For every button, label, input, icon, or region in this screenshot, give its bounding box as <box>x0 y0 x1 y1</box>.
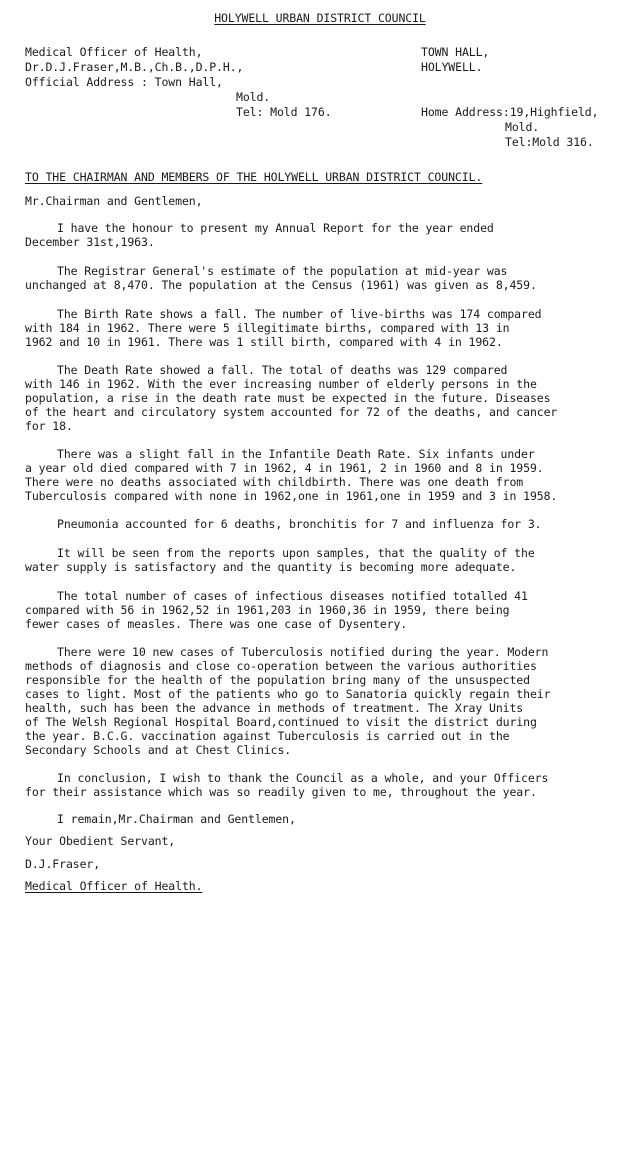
paragraph-line: water supply is satisfactory and the quantity is becoming more adequate. <box>25 560 517 574</box>
paragraph-line: with 184 in 1962. There were 5 illegitimate births, compared with 13 in <box>25 321 510 335</box>
paragraph-line: The Birth Rate shows a fall. The number of live-births was 174 compared <box>57 307 542 321</box>
paragraph-line: There were 10 new cases of Tuberculosis notified during the year. Modern <box>57 645 549 659</box>
closing-line: I remain,Mr.Chairman and Gentlemen, <box>57 812 296 826</box>
paragraph-line: of The Welsh Regional Hospital Board,continued to visit the district during <box>25 715 537 729</box>
paragraph-line: Secondary Schools and at Chest Clinics. <box>25 743 292 757</box>
official-address: Official Address : Town Hall, <box>25 75 223 89</box>
paragraph-line: There were no deaths associated with childbirth. There was one death from <box>25 475 524 489</box>
paragraph-line: of the heart and circulatory system accounted for 72 of the deaths, and cancer <box>25 405 558 419</box>
moh-title: Medical Officer of Health, <box>25 45 203 59</box>
paragraph-line: There was a slight fall in the Infantile Death Rate. Six infants under <box>57 447 535 461</box>
paragraph-line: unchanged at 8,470. The population at the Census (1961) was given as 8,459. <box>25 278 537 292</box>
paragraph-line: I have the honour to present my Annual Report for the year ended <box>57 221 494 235</box>
addressee-heading: TO THE CHAIRMAN AND MEMBERS OF THE HOLYWELL URBAN DISTRICT COUNCIL. <box>25 170 483 184</box>
paragraph-line: a year old died compared with 7 in 1962, 4 in 1961, 2 in 1960 and 8 in 1959. <box>25 461 544 475</box>
paragraph-line: with 146 in 1962. With the ever increasing number of elderly persons in the <box>25 377 537 391</box>
paragraph-line: health, such has been the advance in methods of treatment. The Xray Units <box>25 701 524 715</box>
paragraph-line: responsible for the health of the population bring many of the unsuspected <box>25 673 530 687</box>
home-telephone: Tel:Mold 316. <box>505 135 594 149</box>
closing-line: Your Obedient Servant, <box>25 834 176 848</box>
paragraph-line: for 18. <box>25 419 73 433</box>
paragraph-line: the year. B.C.G. vaccination against Tuberculosis is carried out in the <box>25 729 510 743</box>
official-address-town: Mold. <box>236 90 271 104</box>
home-address: Home Address:19,Highfield, <box>421 105 599 119</box>
home-address-town: Mold. <box>505 120 540 134</box>
paragraph-line: cases to light. Most of the patients who go to Sanatoria quickly regain their <box>25 687 551 701</box>
paragraph-line: fewer cases of measles. There was one case of Dysentery. <box>25 617 408 631</box>
signatory-title: Medical Officer of Health. <box>25 879 203 893</box>
council-title: HOLYWELL URBAN DISTRICT COUNCIL <box>214 11 426 25</box>
paragraph-line: for their assistance which was so readily given to me, throughout the year. <box>25 785 537 799</box>
paragraph-line: The Registrar General's estimate of the population at mid-year was <box>57 264 508 278</box>
paragraph-line: Pneumonia accounted for 6 deaths, bronchitis for 7 and influenza for 3. <box>57 517 542 531</box>
paragraph-line: December 31st,1963. <box>25 235 155 249</box>
paragraph-line: The total number of cases of infectious diseases notified totalled 41 <box>57 589 528 603</box>
paragraph-line: Tuberculosis compared with none in 1962,one in 1961,one in 1959 and 3 in 1958. <box>25 489 558 503</box>
paragraph-line: In conclusion, I wish to thank the Council as a whole, and your Officers <box>57 771 549 785</box>
town-line: HOLYWELL. <box>421 60 483 74</box>
official-telephone: Tel: Mold 176. <box>236 105 332 119</box>
paragraph-line: compared with 56 in 1962,52 in 1961,203 in 1960,36 in 1959, there being <box>25 603 510 617</box>
salutation: Mr.Chairman and Gentlemen, <box>25 194 203 208</box>
town-hall-line: TOWN HALL, <box>421 45 490 59</box>
moh-name: Dr.D.J.Fraser,M.B.,Ch.B.,D.P.H., <box>25 60 244 74</box>
paragraph-line: It will be seen from the reports upon samples, that the quality of the <box>57 546 535 560</box>
signatory-name: D.J.Fraser, <box>25 857 101 871</box>
paragraph-line: 1962 and 10 in 1961. There was 1 still birth, compared with 4 in 1962. <box>25 335 503 349</box>
paragraph-line: population, a rise in the death rate must be expected in the future. Diseases <box>25 391 551 405</box>
paragraph-line: methods of diagnosis and close co-operation between the various authorities <box>25 659 537 673</box>
paragraph-line: The Death Rate showed a fall. The total of deaths was 129 compared <box>57 363 508 377</box>
